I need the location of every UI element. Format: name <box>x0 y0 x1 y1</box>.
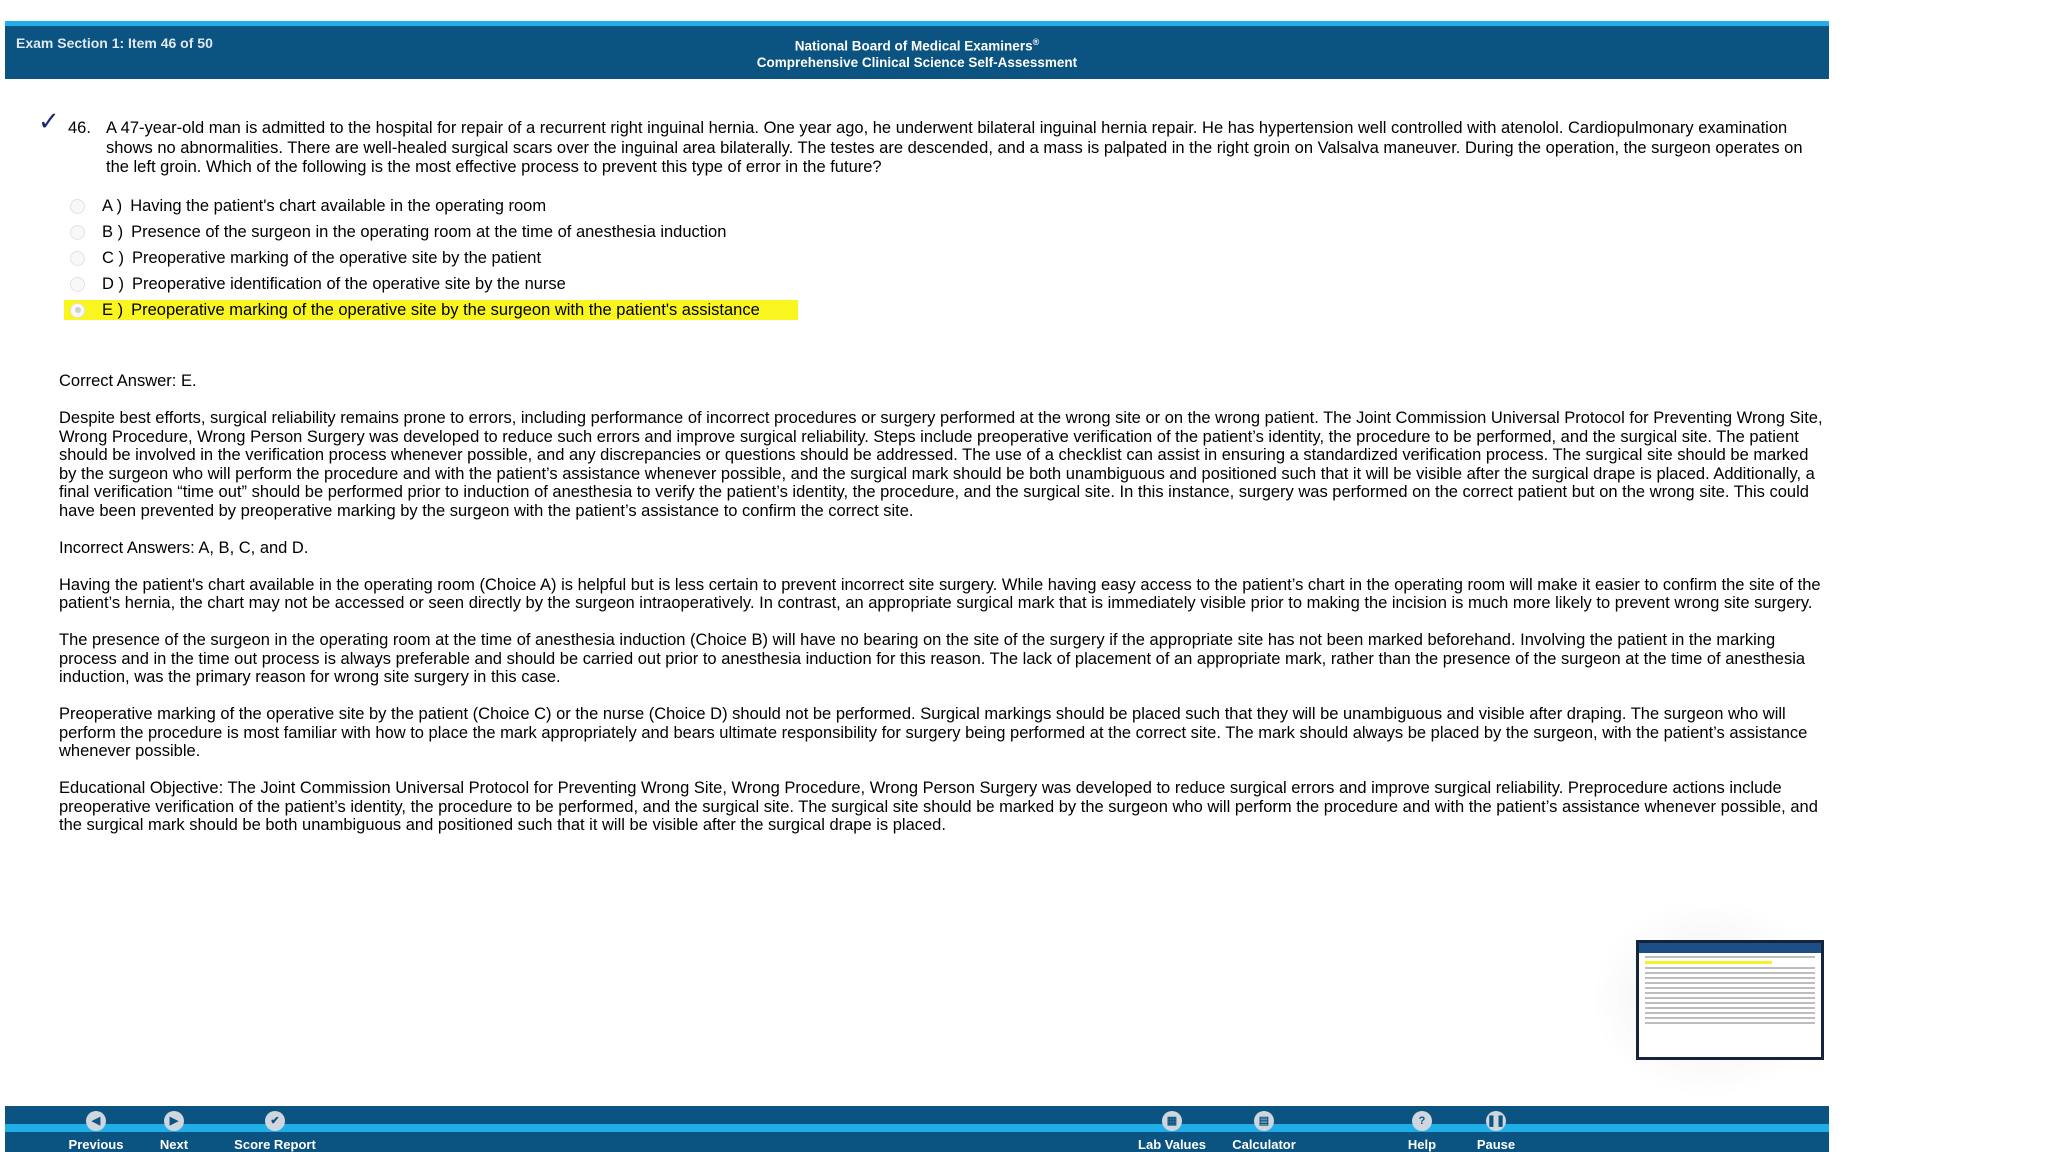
question-stem <box>68 119 1808 178</box>
previous-icon: ◀ <box>86 1111 106 1131</box>
next-icon: ▶ <box>164 1111 184 1131</box>
thumbnail-line <box>1645 972 1815 974</box>
score-report-label: Score Report <box>234 1137 316 1152</box>
option-text: Preoperative marking of the operative site by the patient <box>132 249 542 267</box>
radio-icon[interactable] <box>70 199 85 214</box>
option-text: Preoperative marking of the operative site by the surgeon with the patient's assistance <box>131 301 760 319</box>
thumbnail-line <box>1645 987 1815 989</box>
explanation-choice-b: The presence of the surgeon in the operating room at the time of anesthesia induction (Choice B) will have no bearing on the site of the surgery if the appropriate site has not been marked beforehand. Involving the patient in the marking process and in the time out process is always preferable and should be carried out prior to anesthesia induction for this reason. The lack of placement of an appropriate mark, rather than the presence of the surgeon at the time of anesthesia induction, was the primary reason for wrong site surgery in this case. <box>59 631 1806 686</box>
answer-option-e[interactable] <box>64 300 798 320</box>
exam-header <box>5 21 1829 79</box>
next-button[interactable] <box>129 1111 219 1152</box>
calculator-label: Calculator <box>1232 1137 1296 1152</box>
lab-values-button[interactable] <box>1127 1111 1217 1152</box>
answer-option-d[interactable] <box>64 274 798 294</box>
explanation-choice-a: Having the patient's chart available in the operating room (Choice A) is helpful but is less certain to prevent incorrect site surgery. While having easy access to the patient’s chart in the operating room will make it easier to confirm the site of the patient’s hernia, the chart may not be accessed or seen directly by the surgeon intraoperatively. In contrast, an appropriate surgical mark that is immediately visible prior to making the incision is much more likely to prevent wrong site surgery. <box>59 575 1821 612</box>
previous-label: Previous <box>68 1137 124 1152</box>
question-number: 46. <box>68 119 91 137</box>
thumbnail-line <box>1645 1007 1815 1009</box>
option-text: Presence of the surgeon in the operating room at the time of anesthesia induction <box>131 223 727 241</box>
correct-answer: Correct Answer: E. <box>59 372 197 390</box>
thumbnail-line <box>1645 1012 1815 1014</box>
question-text: A 47-year-old man is admitted to the hospital for repair of a recurrent right inguinal hernia. One year ago, he underwent bilateral inguinal hernia repair. He has hypertension well controlled with atenolol. Cardiopulmonary examination shows no abnormalities. There are well-healed surgical scars over the inguinal area bilaterally. The testes are descended, and a mass is palpated in the right groin on Valsalva maneuver. During the operation, the surgeon operates on the left groin. Which of the following is the most effective process to prevent this type of error in the future? <box>106 119 1803 176</box>
next-label: Next <box>159 1137 189 1152</box>
exam-title-line1: National Board of Medical Examiners <box>794 38 1033 54</box>
radio-selected-icon[interactable] <box>70 303 85 318</box>
thumbnail-line <box>1645 992 1815 994</box>
option-text: Preoperative identification of the operative site by the nurse <box>132 275 566 293</box>
answer-option-b[interactable] <box>64 222 798 242</box>
registered-mark: ® <box>1032 37 1040 47</box>
explanation-main: Despite best efforts, surgical reliability remains prone to errors, including performance of incorrect procedures or surgery performed at the wrong site or on the wrong patient. The Joint Commission Universal Protocol for Preventing Wrong Site, Wrong Procedure, Wrong Person Surgery was developed to reduce such errors and improve surgical reliability. Steps include preoperative verification of the patient’s identity, the procedure to be performed, and the surgical site. The patient should be involved in the verification process whenever possible, and any discrepancies or questions should be addressed. The use of a checklist can assist in ensuring a standardized verification process. The surgical site should be marked by the surgeon who will perform the procedure and with the patient’s assistance whenever possible, and the surgical mark should be both unambiguous and positioned such that it will be visible after the surgical drape is placed. Additionally, a final verification “time out” should be performed prior to induction of anesthesia to verify the patient’s identity, the procedure, and the surgical site. In this instance, surgery was performed on the correct patient but on the wrong site. This could have been prevented by preoperative marking by the surgeon with the patient’s assistance to confirm the correct site. <box>59 409 1823 520</box>
score-report-icon: ✔ <box>265 1111 285 1131</box>
explanation-choice-cd: Preoperative marking of the operative site by the patient (Choice C) or the nurse (Choice D) should not be performed. Surgical markings should be placed such that they will be unambiguous and visible after draping. The surgeon who will perform the procedure is most familiar with how to place the mark appropriately and bears ultimate responsibility for surgery being performed at the correct site. The mark should always be placed by the surgeon, with the patient’s assistance whenever possible. <box>59 705 1808 760</box>
exam-title <box>5 34 1829 71</box>
incorrect-answers: Incorrect Answers: A, B, C, and D. <box>59 538 309 557</box>
option-letter: B ) <box>102 223 124 241</box>
lab-values-label: Lab Values <box>1138 1137 1206 1152</box>
thumbnail-line <box>1645 997 1815 999</box>
thumbnail-line <box>1645 967 1815 969</box>
option-letter: E ) <box>102 301 124 319</box>
thumbnail-line <box>1645 982 1815 984</box>
radio-icon[interactable] <box>70 277 85 292</box>
pause-icon: ❚❚ <box>1486 1111 1506 1131</box>
thumbnail-line <box>1645 1017 1815 1019</box>
bottom-toolbar <box>5 1106 1829 1152</box>
option-letter: A ) <box>102 197 123 215</box>
educational-objective: Educational Objective: The Joint Commission Universal Protocol for Preventing Wrong Site, Wrong Procedure, Wrong Person Surgery was developed to reduce surgical errors and improve surgical reliability. Preprocedure actions include preoperative verification of the patient’s identity, the procedure to be performed, and the surgical site. The surgical site should be marked by the surgeon who will perform the procedure and with the patient’s assistance whenever possible, and the surgical mark should be both unambiguous and positioned such that it will be visible after the surgical drape is placed. <box>59 779 1818 834</box>
thumbnail-highlight <box>1645 961 1772 964</box>
thumbnail-line <box>1645 1002 1815 1004</box>
answer-explanation <box>59 372 1824 853</box>
answer-option-c[interactable] <box>64 248 798 268</box>
calculator-icon: ▤ <box>1254 1111 1274 1131</box>
checkmark-icon[interactable]: ✓ <box>38 106 60 136</box>
calculator-button[interactable] <box>1219 1111 1309 1152</box>
thumbnail-line <box>1645 1022 1815 1024</box>
answer-option-a[interactable] <box>64 196 798 216</box>
option-letter: D ) <box>102 275 124 293</box>
help-icon: ? <box>1412 1111 1432 1131</box>
answer-options <box>64 196 798 326</box>
exam-title-line2: Comprehensive Clinical Science Self-Assessment <box>756 54 1078 70</box>
previous-button[interactable] <box>51 1111 141 1152</box>
thumbnail-line <box>1645 956 1815 958</box>
help-label: Help <box>1407 1137 1437 1152</box>
option-text: Having the patient's chart available in the operating room <box>130 197 547 215</box>
option-letter: C ) <box>102 249 124 267</box>
page-thumbnail[interactable] <box>1636 940 1824 1060</box>
score-report-button[interactable] <box>230 1111 320 1152</box>
lab-values-icon: ▦ <box>1162 1111 1182 1131</box>
radio-icon[interactable] <box>70 251 85 266</box>
item-counter: Exam Section 1: Item 46 of 50 <box>16 35 213 51</box>
thumbnail-line <box>1645 977 1815 979</box>
pause-label: Pause <box>1476 1137 1516 1152</box>
radio-icon[interactable] <box>70 225 85 240</box>
thumbnail-header <box>1639 943 1821 953</box>
pause-button[interactable] <box>1451 1111 1541 1152</box>
